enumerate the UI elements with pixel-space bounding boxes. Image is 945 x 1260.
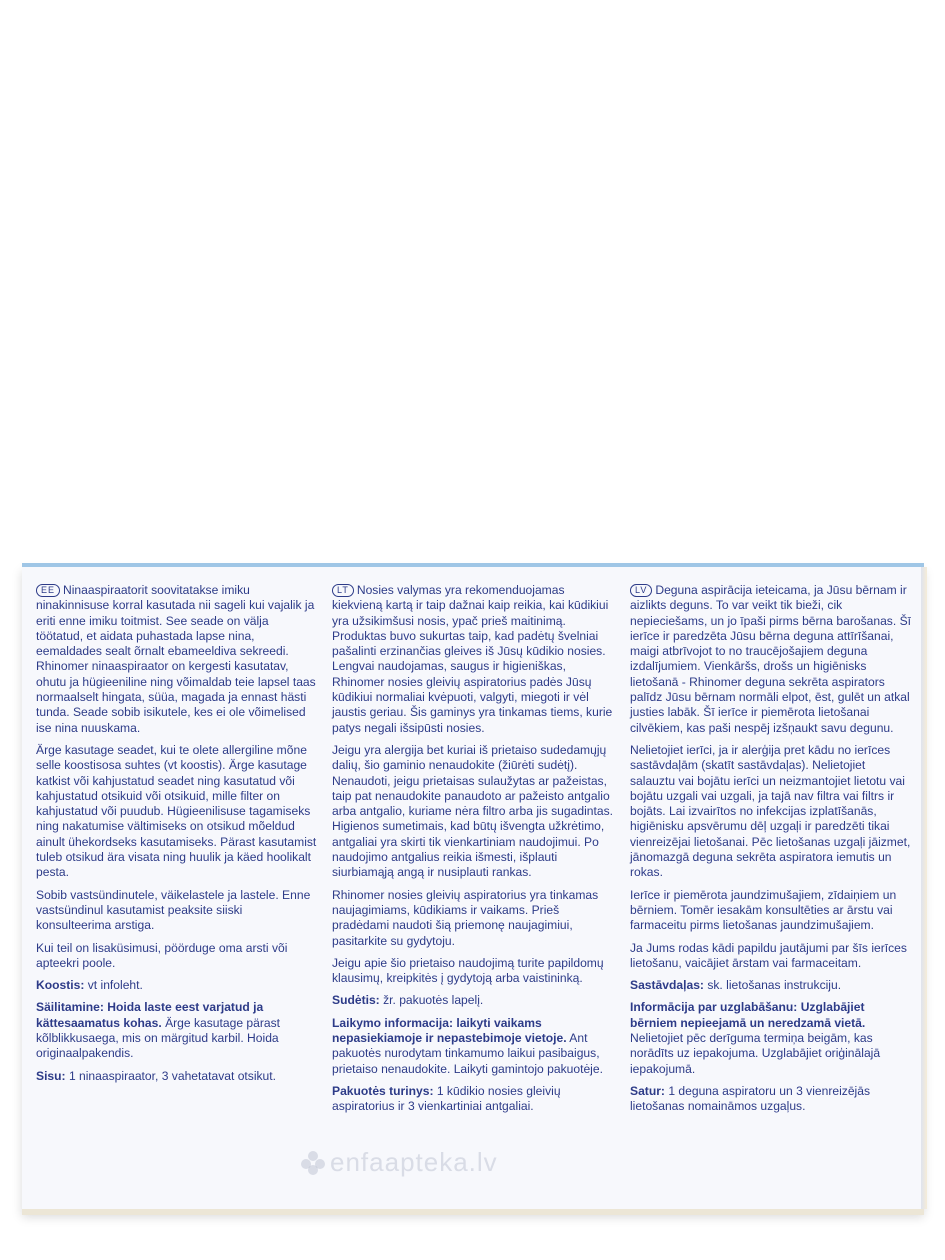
package-back-panel — [22, 563, 924, 1209]
ee-intro: Ninaaspiraatorit soovitatakse imiku ninakinnisuse korral kasutada nii sageli kui vajalik ja eriti enne imiku toitmist. See seade on välja töötatud, et aidata puhastada lapse nina, eemaldades sealt õrnalt ebameeldiva sekreedi. Rhinomer ninaaspiraator on kergesti kasutatav, ohutu ja hügieeniline ning võimaldab teie lapsel taas normaalselt hingata, süüa, magada ja ennast hästi tunda. Seade sobib isikutele, kes ei ole võimelised ise nina nuuskama. — [36, 583, 316, 735]
lt-composition-text: žr. pakuotės lapelį. — [379, 993, 484, 1008]
language-badge-lt: LT — [332, 584, 354, 597]
lt-storage — [332, 1016, 614, 1077]
lt-warnings: Jeigu yra alergija bet kuriai iš prietaiso sudedamųjų dalių, šio gaminio nenaudokite (žiūrėti sudėtį). Nenaudoti, jeigu prietaisas sulaužytas ar pažeistas, taip pat nenaudokite panaudoto ar pažeisto antgalio arba antgalio, kuriame nėra filtro arba jis sugadintas. Higienos sumetimais, kad būtų išvengta užkrėtimo, antgaliai yra skirti tik vienkartiniam naudojimui. Po naudojimo antgalius reikia išmesti, išplauti siurbiamąją angą ir nusiplauti rankas. — [332, 742, 613, 880]
ee-questions: Kui teil on lisaküsimusi, pöörduge oma arsti või apteekri poole. — [36, 940, 288, 970]
lt-contents-text: 1 kūdikio nosies gleivių aspiratorius ir 3 vienkartiniai antgaliai. — [332, 1083, 561, 1114]
ee-storage-label: Säilitamine: Hoida laste eest varjatud ja kättesaamatus kohas. — [36, 1000, 264, 1030]
ee-warnings: Ärge kasutage seadet, kui te olete allergiline mõne selle koostisosa suhtes (vt koostis). Ärge kasutage katkist või kahjustatud seadet ning kasutatud või kahjustatud otsikuid või otsikuid, mille filter on kahjustatud või puudub. Hügieenilisuse tagamiseks ning nakatumise vältimiseks on otsikud mõeldud ainult ühekordseks kasutamiseks. Pärast kasutamist tuleb otsikud ära visata ning huulik ja käed hoolikalt pesta. — [36, 742, 317, 880]
lt-contents — [332, 1084, 614, 1115]
lt-storage-text: Ant pakuotės nurodytam tinkamumo laikui pasibaigus, prietaiso nenaudokite. Laikyti gamintojo pakuotėje. — [332, 1031, 603, 1076]
lv-composition-label: Sastāvdaļas: — [630, 978, 704, 993]
ee-contents-label: Sisu: — [36, 1068, 66, 1083]
lv-contents-text: 1 deguna aspiratoru un 3 vienreizējās lietošanas nomaināmos uzgaļus. — [630, 1083, 871, 1114]
watermark-text: enfaapteka.lv — [330, 1147, 498, 1177]
latvian-column — [630, 583, 912, 1122]
lv-contents — [630, 1084, 912, 1115]
lv-composition-text: sk. lietošanas instrukciju. — [703, 978, 842, 993]
ee-composition — [36, 978, 318, 993]
ee-suitability: Sobib vastsündinutele, väikelastele ja lastele. Enne vastsündinul kasutamist peaksite siiski konsulteerima arstiga. — [36, 887, 311, 933]
lt-storage-label: Laikymo informacija: laikyti vaikams nepasiekiamoje ir nepastebimoje vietoje. — [332, 1015, 567, 1046]
estonian-column — [36, 583, 318, 1091]
lv-storage-text: Nelietojiet pēc derīguma termiņa beigām, kas norādīts uz iepakojuma. Uzglabājiet oriģinālajā iepakojumā. — [630, 1031, 881, 1076]
lv-composition — [630, 978, 912, 993]
ee-contents-text: 1 ninaaspiraator, 3 vahetatavat otsikut. — [65, 1068, 277, 1083]
lv-storage — [630, 1000, 912, 1076]
lv-storage-label: Informācija par uzglabāšanu: Uzglabājiet bērniem nepieejamā un neredzamā vietā. — [630, 1000, 866, 1030]
watermark — [300, 1147, 498, 1178]
lv-warnings: Nelietojiet ierīci, ja ir alerģija pret kādu no ierīces sastāvdaļām (skatīt sastāvdaļas). Nelietojiet salauztu vai bojātu ierīci un neizmantojiet lietotu vai bojātu uzgali vai uzgali, ja tajā nav filtra vai filtrs ir bojāts. Lai izvairītos no infekcijas izplatīšanās, higiēnisku apsvērumu dēļ uzgaļi ir paredzēti tikai vienreizējai lietošanai. Pēc lietošanas uzgaļi jāizmet, jānomazgā deguna sekrēta aspiratora iemutis un rokas. — [630, 742, 911, 880]
lt-suitability: Rhinomer nosies gleivių aspiratorius yra tinkamas naujagimiams, kūdikiams ir vaikams. Prieš pradėdami naudoti šią priemonę naujagimiui, pasitarkite su gydytoju. — [332, 887, 599, 948]
ee-storage — [36, 1000, 318, 1061]
ee-contents — [36, 1069, 318, 1084]
pharmacy-leaf-icon — [300, 1150, 326, 1176]
lt-intro: Nosies valymas yra rekomenduojamas kiekvieną kartą ir taip dažnai kaip reikia, kai kūdikiui yra užsikimšusi nosis, ypač prieš maitinimą. Produktas buvo sukurtas taip, kad padėtų švelniai pašalinti erzinančias gleives iš Jūsų kūdikio nosies. Lengvai naudojamas, saugus ir higieniškas, Rhinomer nosies gleivių aspiratorius padės Jūsų kūdikiui normaliai kvėpuoti, valgyti, miegoti ir vėl jaustis geriau. Šis gaminys yra tinkamas tiems, kurie patys negali išsipūsti nosies. — [332, 583, 613, 735]
ee-composition-text: vt infoleht. — [84, 978, 143, 993]
lt-contents-label: Pakuotės turinys: — [332, 1083, 434, 1098]
lithuanian-column — [332, 583, 614, 1122]
ee-storage-text: Ärge kasutage pärast kõlblikkusaega, mis on märgitud karbil. Hoida originaalpakendis. — [36, 1015, 281, 1061]
lv-questions: Ja Jums rodas kādi papildu jautājumi par šīs ierīces lietošanu, vaicājiet ārstam vai farmaceitam. — [630, 940, 907, 970]
lt-composition — [332, 993, 614, 1008]
language-badge-lv: LV — [630, 584, 652, 597]
lt-composition-label: Sudėtis: — [332, 993, 380, 1008]
language-badge-ee: EE — [36, 584, 60, 597]
ee-composition-label: Koostis: — [36, 978, 85, 993]
lv-suitability: Ierīce ir piemērota jaundzimušajiem, zīdaiņiem un bērniem. Tomēr iesakām konsultēties ar ārstu vai farmaceitu pirms lietošanas jaundzimušajiem. — [630, 887, 897, 933]
lt-questions: Jeigu apie šio prietaiso naudojimą turite papildomų klausimų, kreipkitės į gydytoją arba vaistininką. — [332, 955, 604, 986]
lv-intro: Deguna aspirācija ieteicama, ja Jūsu bērnam ir aizlikts deguns. To var veikt tik bieži, cik nepieciešams, un jo īpaši pirms bērna barošanas. Šī ierīce ir paredzēta Jūsu bērna deguna attīrīšanai, maigi atbrīvojot to no traucējošajiem deguna izdalījumiem. Vienkāršs, drošs un higiēnisks lietošanā - Rhinomer deguna sekrēta aspirators palīdz Jūsu bērnam normāli elpot, ēst, gulēt un atkal justies labāk. Šī ierīce ir piemērota lietošanai cilvēkiem, kas paši nespēj izšņaukt savu degunu. — [630, 583, 911, 735]
lv-contents-label: Satur: — [630, 1083, 665, 1098]
